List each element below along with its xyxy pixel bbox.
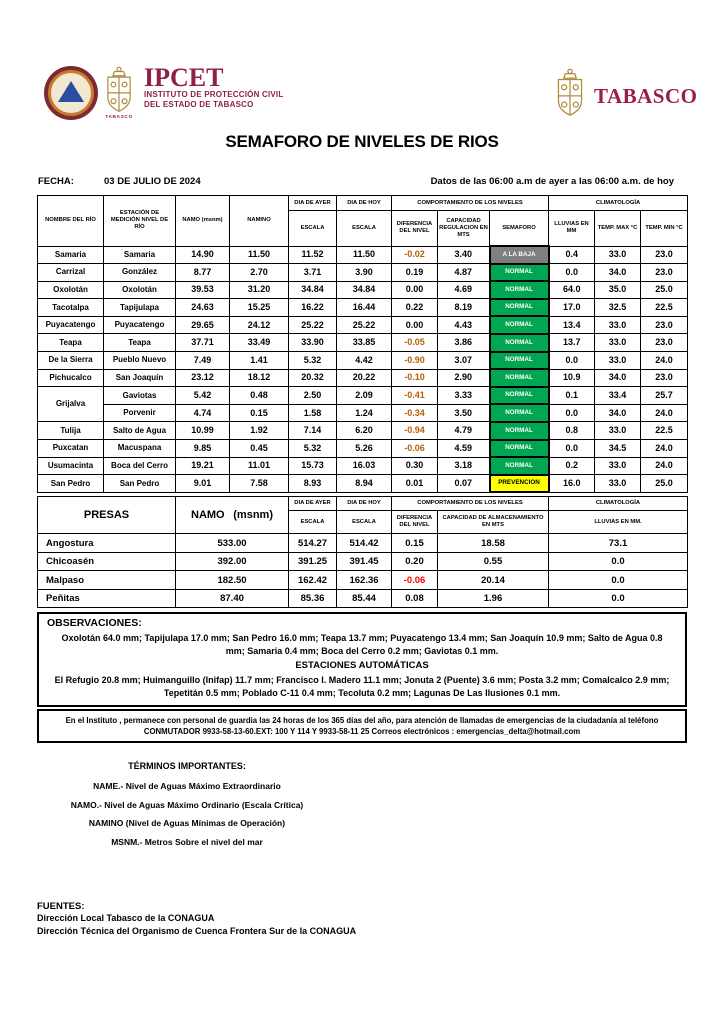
tmax-cell: 33.0 (595, 475, 641, 493)
presa-name-cell: Chicoasén (38, 552, 176, 571)
fuentes-section (37, 901, 687, 937)
terminos-heading: TÉRMINOS IMPORTANTES: (128, 761, 246, 772)
ayer-cell: 85.36 (289, 589, 337, 608)
ayer-cell: 33.90 (289, 334, 337, 352)
capacidad-cell: 3.50 (438, 404, 490, 422)
col-presas-namo (176, 497, 289, 534)
lluvias-cell: 0.4 (549, 246, 595, 264)
tmin-cell: 22.5 (641, 422, 688, 440)
lluvias-cell: 0.1 (549, 387, 595, 405)
river-row (38, 475, 688, 493)
namino-cell: 0.48 (230, 387, 289, 405)
col-escala-ayer: ESCALA (289, 211, 337, 247)
col-presas-escala-hoy: ESCALA (337, 511, 392, 534)
document-header (0, 0, 724, 128)
station-cell: Pueblo Nuevo (104, 352, 176, 370)
diferencia-cell: -0.90 (392, 352, 438, 370)
namo-cell: 533.00 (176, 534, 289, 553)
diferencia-cell: 0.00 (392, 281, 438, 299)
instituto-line2: CONMUTADOR 9933-58-13-60.EXT: 100 Y 114 Y 9933-58-11 25 Correos electrónicos : emergencias_delta@hotmail.com (143, 727, 581, 737)
river-row (38, 352, 688, 370)
presa-name-cell: Angostura (38, 534, 176, 553)
ayer-cell: 514.27 (289, 534, 337, 553)
tmax-cell: 34.0 (595, 369, 641, 387)
presa-name-cell: Malpaso (38, 571, 176, 590)
estaciones-automaticas-paragraph: El Refugio 20.8 mm; Huimanguillo (Inifap) 11.7 mm; Francisco I. Madero 11.1 mm; Jonuta 2 (Puente) 3.6 mm; Posta 3.2 mm; Comalcalco 2.9 mm; Tepetitán 0.5 mm; Poblado C-11 0.4 mm; Tecoluta 0.2 mm; Lagunas De Las Ilusiones 0.1 mm. (54, 675, 670, 699)
semaforo-cell: NORMAL (490, 404, 549, 422)
diferencia-cell: -0.06 (392, 440, 438, 458)
semaforo-cell: NORMAL (490, 457, 549, 475)
presas-namo-unit: (msnm) (233, 508, 273, 521)
lluvias-cell: 16.0 (549, 475, 595, 493)
lluvias-cell: 0.0 (549, 404, 595, 422)
river-row (38, 246, 688, 264)
diferencia-cell: 0.19 (392, 264, 438, 282)
capacidad-cell: 3.18 (438, 457, 490, 475)
capacidad-cell: 4.43 (438, 316, 490, 334)
namo-cell: 19.21 (176, 457, 230, 475)
col-lluvias: LLUVIAS EN MM (549, 211, 595, 247)
station-cell: Tapijulapa (104, 299, 176, 317)
lluvias-cell: 0.0 (549, 352, 595, 370)
namino-cell: 1.92 (230, 422, 289, 440)
semaforo-cell: PREVENCION (490, 475, 549, 493)
tmax-cell: 33.0 (595, 334, 641, 352)
namo-cell: 182.50 (176, 571, 289, 590)
namino-cell: 0.45 (230, 440, 289, 458)
river-row (38, 457, 688, 475)
hoy-cell: 162.36 (337, 571, 392, 590)
proteccion-civil-triangle-icon (58, 81, 84, 102)
col-presas-lluvias: LLUVIAS EN MM. (549, 511, 688, 534)
col-temp-min: TEMP. MIN °C (641, 211, 688, 247)
col-presas-capacidad: CAPACIDAD DE ALMACENAMIENTO EN MTS (438, 511, 549, 534)
col-capacidad: CAPACIDAD REGULACION EN MTS (438, 211, 490, 247)
col-escala-hoy: ESCALA (337, 211, 392, 247)
tmin-cell: 23.0 (641, 369, 688, 387)
capacidad-cell: 3.33 (438, 387, 490, 405)
lluvias-cell: 17.0 (549, 299, 595, 317)
river-name-cell: San Pedro (38, 475, 104, 493)
col-presas: PRESAS (38, 497, 176, 534)
lluvias-cell: 0.0 (549, 589, 688, 608)
tabasco-crest-right (549, 68, 591, 120)
namino-cell: 11.50 (230, 246, 289, 264)
instituto-line1: En el Instituto , permanece con personal de guardia las 24 horas de los 365 días del año, para atención de llamadas de emergencias de la ciudadanía al teléfono (65, 716, 659, 726)
station-cell: San Pedro (104, 475, 176, 493)
presas-namo-label: NAMO (191, 508, 225, 521)
lluvias-cell: 0.8 (549, 422, 595, 440)
namo-cell: 37.71 (176, 334, 230, 352)
presa-row (38, 534, 688, 553)
col-dia-ayer: DIA DE AYER (289, 196, 337, 211)
diferencia-cell: -0.05 (392, 334, 438, 352)
semaforo-cell: NORMAL (490, 299, 549, 317)
river-name-cell: Pichucalco (38, 369, 104, 387)
river-name-cell: Carrizal (38, 264, 104, 282)
tabasco-wordmark: TABASCO (594, 84, 698, 108)
capacidad-cell: 4.79 (438, 422, 490, 440)
diferencia-cell: 0.20 (392, 552, 438, 571)
tmax-cell: 33.0 (595, 422, 641, 440)
tmin-cell: 24.0 (641, 457, 688, 475)
station-cell: Puyacatengo (104, 316, 176, 334)
diferencia-cell: -0.94 (392, 422, 438, 440)
namo-cell: 7.49 (176, 352, 230, 370)
ayer-cell: 5.32 (289, 352, 337, 370)
river-row (38, 281, 688, 299)
river-row (38, 264, 688, 282)
station-cell: Macuspana (104, 440, 176, 458)
hoy-cell: 8.94 (337, 475, 392, 493)
col-nombre-rio: NOMBRE DEL RÍO (38, 196, 104, 247)
fuentes-heading: FUENTES: (37, 901, 85, 913)
rivers-table (37, 195, 688, 493)
river-name-cell: De la Sierra (38, 352, 104, 370)
river-name-cell: Puyacatengo (38, 316, 104, 334)
lluvias-cell: 13.4 (549, 316, 595, 334)
ayer-cell: 20.32 (289, 369, 337, 387)
semaforo-cell: NORMAL (490, 264, 549, 282)
namo-cell: 23.12 (176, 369, 230, 387)
diferencia-cell: 0.01 (392, 475, 438, 493)
observaciones-heading: OBSERVACIONES: (47, 617, 142, 630)
lluvias-cell: 0.2 (549, 457, 595, 475)
tmin-cell: 25.0 (641, 475, 688, 493)
river-name-cell: Samaria (38, 246, 104, 264)
hoy-cell: 1.24 (337, 404, 392, 422)
hoy-cell: 6.20 (337, 422, 392, 440)
ayer-cell: 11.52 (289, 246, 337, 264)
presa-row (38, 552, 688, 571)
namo-cell: 39.53 (176, 281, 230, 299)
col-presas-diferencia: DIFERENCIA DEL NIVEL (392, 511, 438, 534)
namino-cell: 7.58 (230, 475, 289, 493)
hoy-cell: 34.84 (337, 281, 392, 299)
instituto-box (37, 709, 687, 743)
col-namo: NAMO (msnm) (176, 196, 230, 247)
capacidad-cell: 4.59 (438, 440, 490, 458)
hoy-cell: 16.03 (337, 457, 392, 475)
namo-cell: 87.40 (176, 589, 289, 608)
river-row (38, 440, 688, 458)
lluvias-cell: 10.9 (549, 369, 595, 387)
tmax-cell: 33.0 (595, 352, 641, 370)
semaforo-cell: NORMAL (490, 281, 549, 299)
namino-cell: 18.12 (230, 369, 289, 387)
river-name-cell: Puxcatan (38, 440, 104, 458)
ayer-cell: 162.42 (289, 571, 337, 590)
capacidad-cell: 1.96 (438, 589, 549, 608)
presa-name-cell: Peñitas (38, 589, 176, 608)
org-identity (144, 63, 284, 110)
hoy-cell: 33.85 (337, 334, 392, 352)
col-namino: NAMINO (230, 196, 289, 247)
capacidad-cell: 4.69 (438, 281, 490, 299)
hoy-cell: 25.22 (337, 316, 392, 334)
col-presas-climatologia: CLIMATOLOGÍA (549, 497, 688, 511)
capacidad-cell: 0.07 (438, 475, 490, 493)
namo-cell: 5.42 (176, 387, 230, 405)
hoy-cell: 514.42 (337, 534, 392, 553)
namo-cell: 9.01 (176, 475, 230, 493)
col-presas-dia-hoy: DIA DE HOY (337, 497, 392, 511)
semaforo-cell: A LA BAJA (490, 246, 549, 264)
tmin-cell: 25.0 (641, 281, 688, 299)
col-comportamiento: COMPORTAMIENTO DE LOS NIVELES (392, 196, 549, 211)
hoy-cell: 5.26 (337, 440, 392, 458)
tmax-cell: 33.0 (595, 457, 641, 475)
fuente-line2: Dirección Técnica del Organismo de Cuenca Frontera Sur de la CONAGUA (37, 925, 357, 936)
semaforo-cell: NORMAL (490, 334, 549, 352)
capacidad-cell: 4.87 (438, 264, 490, 282)
river-name-cell: Grijalva (38, 387, 104, 422)
col-presas-escala-ayer: ESCALA (289, 511, 337, 534)
fecha-row (38, 176, 686, 187)
fecha-label: FECHA: (38, 176, 74, 187)
tmax-cell: 34.0 (595, 404, 641, 422)
termino-name: NAME.- Nivel de Aguas Máximo Extraordinario (93, 781, 281, 792)
station-cell: Porvenir (104, 404, 176, 422)
presas-header-row-1 (38, 497, 688, 511)
org-acronym: IPCET (144, 63, 224, 92)
capacidad-cell: 18.58 (438, 534, 549, 553)
diferencia-cell: -0.06 (392, 571, 438, 590)
hoy-cell: 3.90 (337, 264, 392, 282)
station-cell: Samaria (104, 246, 176, 264)
semaforo-cell: NORMAL (490, 422, 549, 440)
hoy-cell: 391.45 (337, 552, 392, 571)
diferencia-cell: 0.30 (392, 457, 438, 475)
ayer-cell: 16.22 (289, 299, 337, 317)
termino-namo: NAMO.- Nivel de Aguas Máximo Ordinario (Escala Crítica) (70, 799, 304, 810)
namino-cell: 33.49 (230, 334, 289, 352)
semaforo-cell: NORMAL (490, 387, 549, 405)
river-row (38, 316, 688, 334)
diferencia-cell: 0.08 (392, 589, 438, 608)
ayer-cell: 3.71 (289, 264, 337, 282)
org-line2: DEL ESTADO DE TABASCO (144, 100, 254, 109)
station-cell: San Joaquín (104, 369, 176, 387)
ayer-cell: 34.84 (289, 281, 337, 299)
station-cell: Boca del Cerro (104, 457, 176, 475)
tmin-cell: 24.0 (641, 440, 688, 458)
capacidad-cell: 3.40 (438, 246, 490, 264)
col-presas-dia-ayer: DIA DE AYER (289, 497, 337, 511)
namo-cell: 24.63 (176, 299, 230, 317)
river-name-cell: Tacotalpa (38, 299, 104, 317)
river-row (38, 334, 688, 352)
namo-cell: 4.74 (176, 404, 230, 422)
hoy-cell: 16.44 (337, 299, 392, 317)
content-area (37, 195, 687, 937)
hoy-cell: 4.42 (337, 352, 392, 370)
capacidad-cell: 8.19 (438, 299, 490, 317)
tmax-cell: 34.0 (595, 264, 641, 282)
tmax-cell: 34.5 (595, 440, 641, 458)
river-name-cell: Usumacinta (38, 457, 104, 475)
namo-cell: 29.65 (176, 316, 230, 334)
namo-cell: 392.00 (176, 552, 289, 571)
semaforo-cell: NORMAL (490, 369, 549, 387)
capacidad-cell: 20.14 (438, 571, 549, 590)
diferencia-cell: -0.10 (392, 369, 438, 387)
diferencia-cell: -0.41 (392, 387, 438, 405)
fecha-value: 03 DE JULIO DE 2024 (104, 176, 201, 187)
hoy-cell: 2.09 (337, 387, 392, 405)
lluvias-cell: 0.0 (549, 552, 688, 571)
namo-cell: 8.77 (176, 264, 230, 282)
river-name-cell: Tulija (38, 422, 104, 440)
capacidad-cell: 3.07 (438, 352, 490, 370)
lluvias-cell: 13.7 (549, 334, 595, 352)
org-line1: INSTITUTO DE PROTECCIÓN CIVIL (144, 90, 284, 99)
river-name-cell: Teapa (38, 334, 104, 352)
col-climatologia: CLIMATOLOGÍA (549, 196, 688, 211)
namino-cell: 24.12 (230, 316, 289, 334)
tmin-cell: 23.0 (641, 246, 688, 264)
tmin-cell: 22.5 (641, 299, 688, 317)
presa-row (38, 571, 688, 590)
tabasco-crest-icon (100, 66, 138, 116)
namo-cell: 9.85 (176, 440, 230, 458)
namino-cell: 2.70 (230, 264, 289, 282)
tmin-cell: 23.0 (641, 334, 688, 352)
capacidad-cell: 0.55 (438, 552, 549, 571)
capacidad-cell: 3.86 (438, 334, 490, 352)
station-cell: Teapa (104, 334, 176, 352)
lluvias-cell: 64.0 (549, 281, 595, 299)
river-row (38, 369, 688, 387)
namo-cell: 10.99 (176, 422, 230, 440)
namino-cell: 0.15 (230, 404, 289, 422)
tmax-cell: 33.0 (595, 316, 641, 334)
tmax-cell: 32.5 (595, 299, 641, 317)
tmax-cell: 33.4 (595, 387, 641, 405)
tabasco-crest-left (100, 66, 138, 120)
col-semaforo: SEMAFORO (490, 211, 549, 247)
station-cell: Oxolotán (104, 281, 176, 299)
tmin-cell: 23.0 (641, 316, 688, 334)
col-presas-comportamiento: COMPORTAMIENTO DE LOS NIVELES (392, 497, 549, 511)
semaforo-cell: NORMAL (490, 352, 549, 370)
presas-table (37, 496, 688, 608)
river-row (38, 387, 688, 405)
semaforo-cell: NORMAL (490, 316, 549, 334)
datos-note: Datos de las 06:00 a.m de ayer a las 06:00 a.m. de hoy (430, 176, 674, 187)
station-cell: Gaviotas (104, 387, 176, 405)
diferencia-cell: -0.34 (392, 404, 438, 422)
namino-cell: 11.01 (230, 457, 289, 475)
observaciones-box (37, 612, 687, 707)
ayer-cell: 5.32 (289, 440, 337, 458)
river-row (38, 404, 688, 422)
rivers-header-row-1 (38, 196, 688, 211)
presa-row (38, 589, 688, 608)
capacidad-cell: 2.90 (438, 369, 490, 387)
station-cell: Salto de Agua (104, 422, 176, 440)
crest-label: TABASCO (105, 115, 133, 120)
tmin-cell: 25.7 (641, 387, 688, 405)
termino-msnm: MSNM.- Metros Sobre el nivel del mar (111, 836, 263, 847)
col-dia-hoy: DIA DE HOY (337, 196, 392, 211)
hoy-cell: 20.22 (337, 369, 392, 387)
lluvias-cell: 0.0 (549, 264, 595, 282)
tabasco-crest-icon (549, 68, 591, 120)
lluvias-cell: 0.0 (549, 571, 688, 590)
station-cell: González (104, 264, 176, 282)
terminos-section (37, 761, 337, 851)
diferencia-cell: 0.22 (392, 299, 438, 317)
hoy-cell: 85.44 (337, 589, 392, 608)
tmax-cell: 33.0 (595, 246, 641, 264)
namino-cell: 31.20 (230, 281, 289, 299)
proteccion-civil-seal-icon (44, 66, 98, 120)
lluvias-cell: 0.0 (549, 440, 595, 458)
col-estacion: ESTACIÓN DE MEDICIÓN NIVEL DE RÍO (104, 196, 176, 247)
diferencia-cell: 0.15 (392, 534, 438, 553)
ayer-cell: 15.73 (289, 457, 337, 475)
ayer-cell: 2.50 (289, 387, 337, 405)
lluvias-cell: 73.1 (549, 534, 688, 553)
page-title: SEMAFORO DE NIVELES DE RIOS (225, 132, 499, 151)
termino-namino: NAMINO (Nivel de Aguas Mínimas de Operación) (88, 818, 286, 829)
diferencia-cell: -0.02 (392, 246, 438, 264)
observaciones-paragraph: Oxolotán 64.0 mm; Tapijulapa 17.0 mm; San Pedro 16.0 mm; Teapa 13.7 mm; Puyacatengo 13.4 mm; San Joaquín 10.9 mm; Salto de Agua 0.8 mm; Samaria 0.4 mm; Boca del Cerro 0.2 mm; Gaviotas 0.1 mm. (61, 633, 663, 657)
tmin-cell: 24.0 (641, 404, 688, 422)
estaciones-automaticas-heading: ESTACIONES AUTOMÁTICAS (295, 660, 429, 672)
river-row (38, 299, 688, 317)
fuente-line1: Dirección Local Tabasco de la CONAGUA (37, 913, 215, 924)
river-name-cell: Oxolotán (38, 281, 104, 299)
tmin-cell: 23.0 (641, 264, 688, 282)
diferencia-cell: 0.00 (392, 316, 438, 334)
river-row (38, 422, 688, 440)
seal-inner-ring (48, 70, 94, 116)
semaforo-cell: NORMAL (490, 440, 549, 458)
col-temp-max: TEMP. MAX °C (595, 211, 641, 247)
tmin-cell: 24.0 (641, 352, 688, 370)
tmax-cell: 35.0 (595, 281, 641, 299)
namo-cell: 14.90 (176, 246, 230, 264)
namino-cell: 15.25 (230, 299, 289, 317)
ayer-cell: 1.58 (289, 404, 337, 422)
col-diferencia: DIFERENCIA DEL NIVEL (392, 211, 438, 247)
hoy-cell: 11.50 (337, 246, 392, 264)
ayer-cell: 8.93 (289, 475, 337, 493)
ayer-cell: 391.25 (289, 552, 337, 571)
ayer-cell: 25.22 (289, 316, 337, 334)
ayer-cell: 7.14 (289, 422, 337, 440)
namino-cell: 1.41 (230, 352, 289, 370)
